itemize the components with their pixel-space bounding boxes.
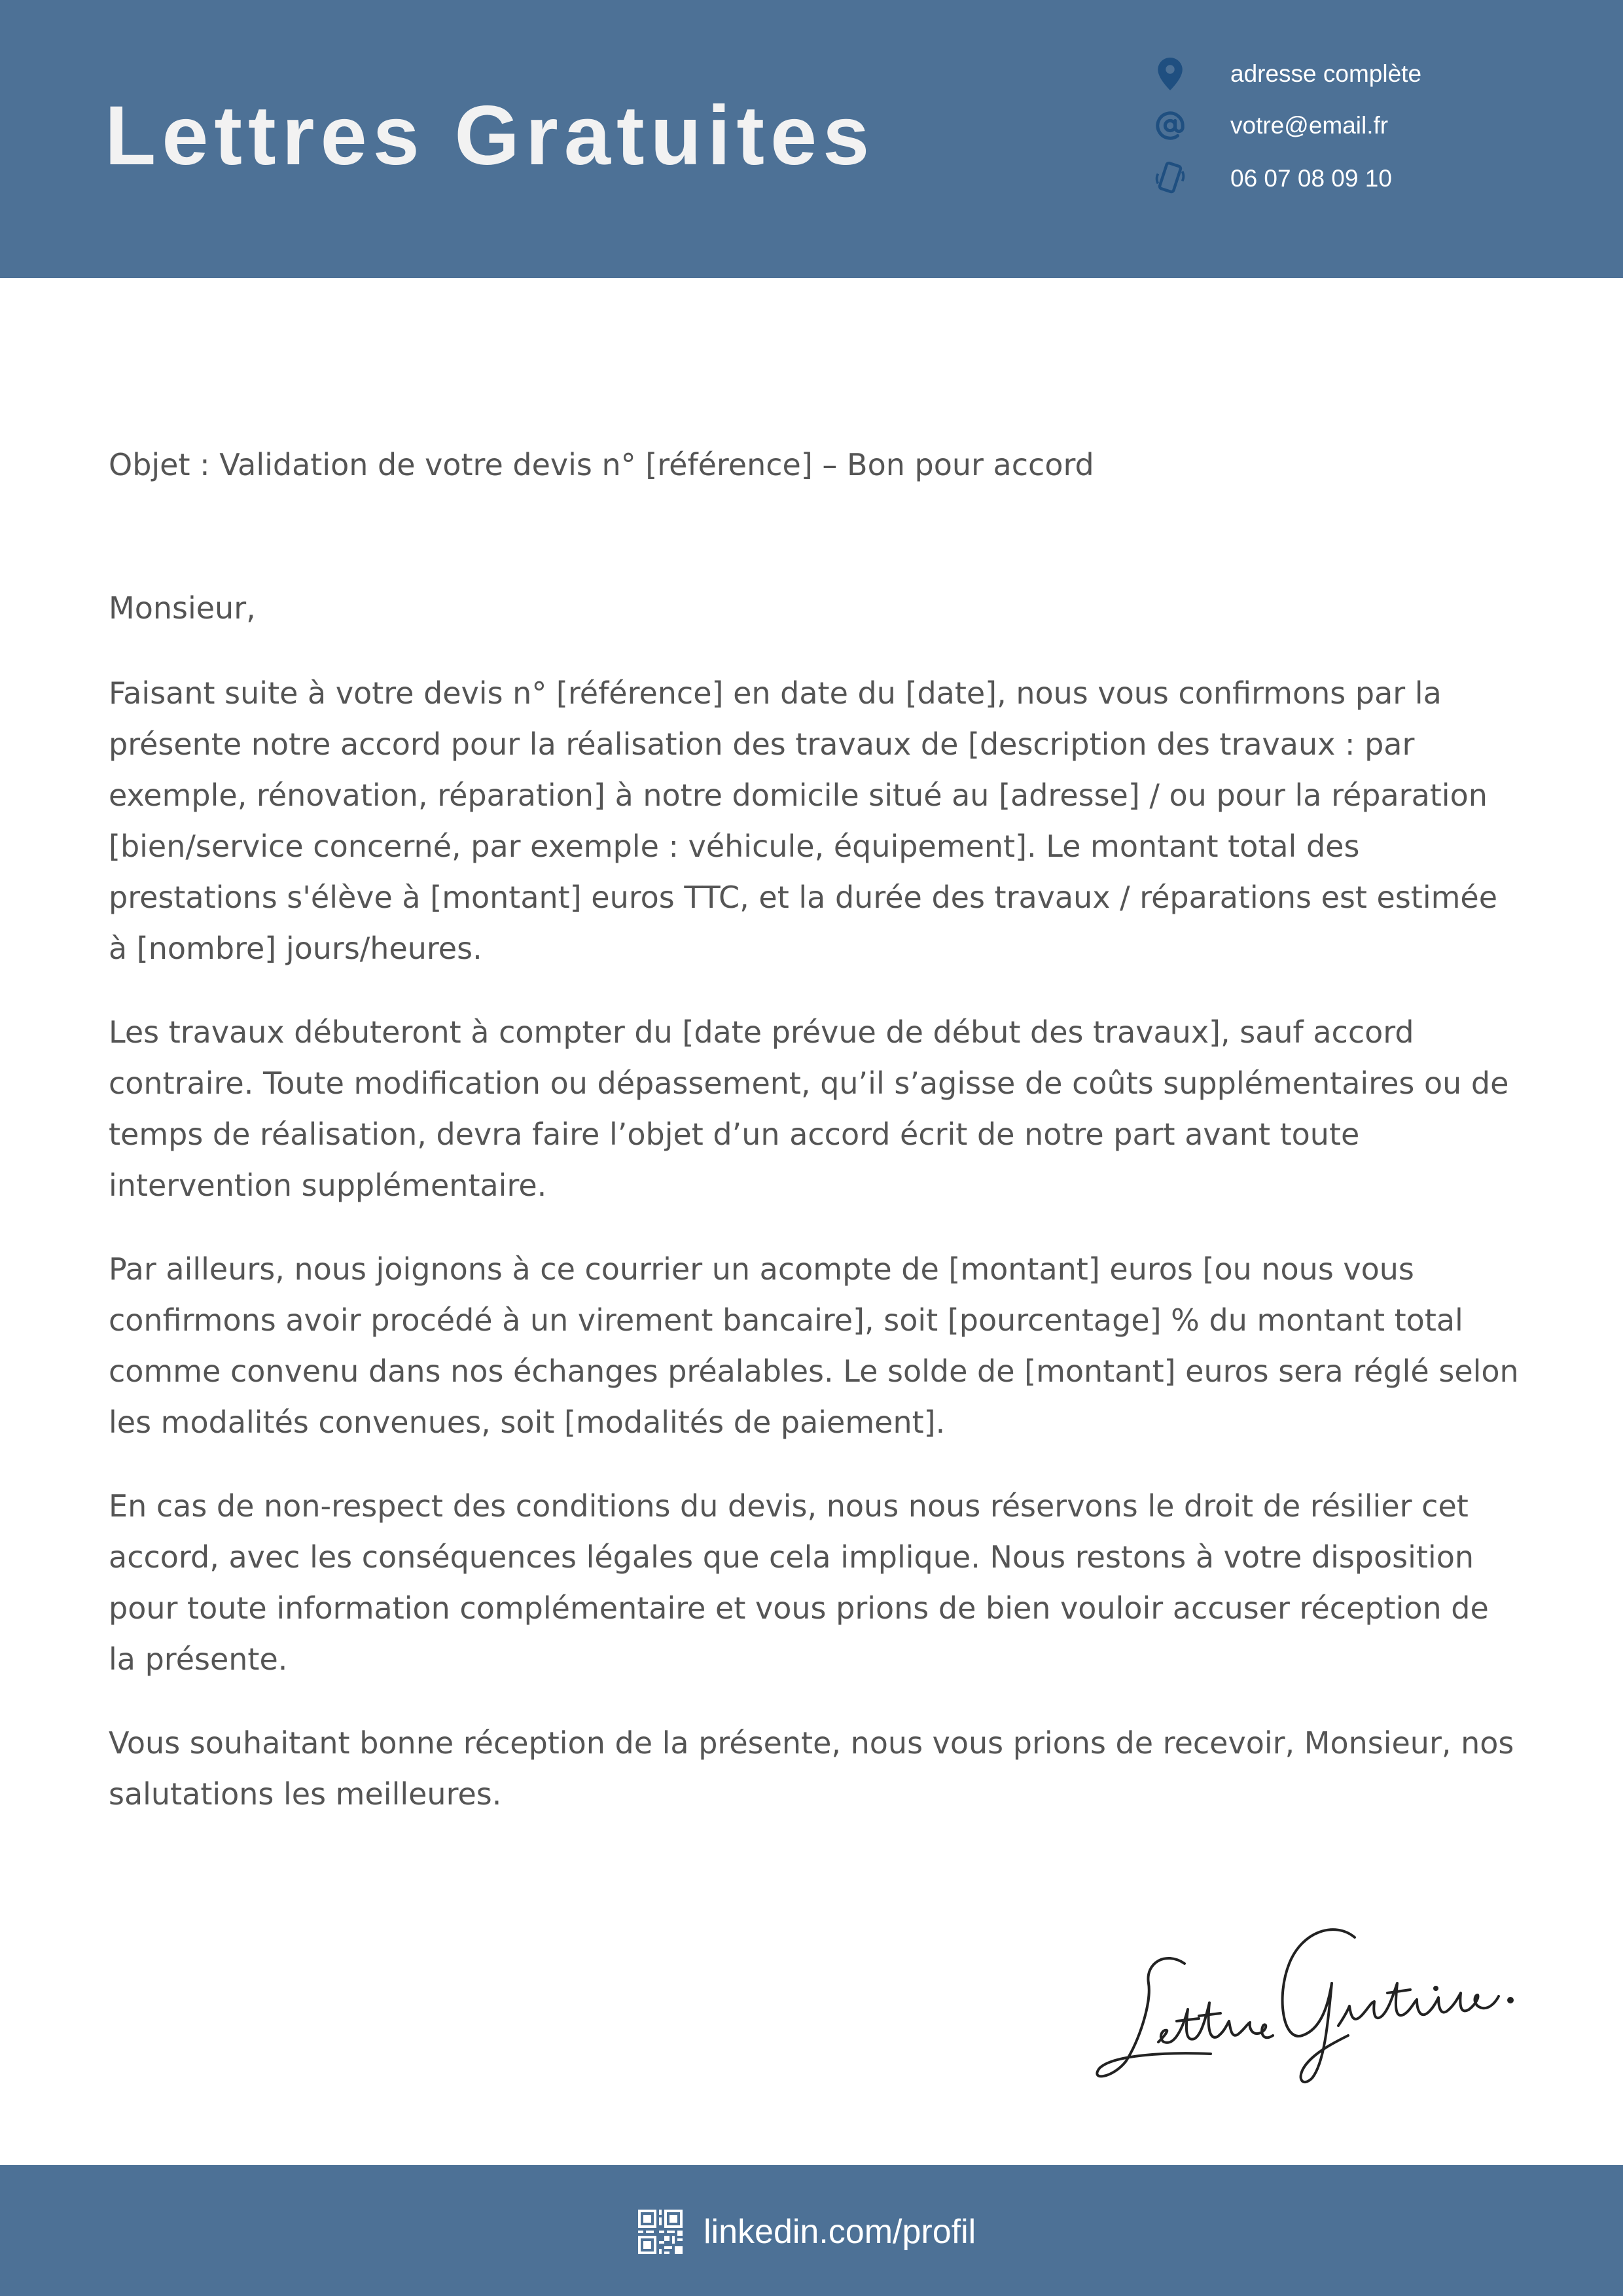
paragraph: Vous souhaitant bonne réception de la présente, nous vous prions de recevoir, Monsieur, nos salutations les meilleures. — [109, 1725, 1514, 1812]
at-sign-icon — [1152, 105, 1188, 147]
contact-phone — [1152, 158, 1558, 200]
paragraph: Par ailleurs, nous joignons à ce courrier un acompte de [montant] euros [ou nous vous confirmons avoir procédé à un virement bancaire], soit [pourcentage] % du montant total comme convenu dans nos échanges préalables. Le solde de [montant] euros sera réglé selon les modalités convenues, soit [modalités de paiement]. — [109, 1251, 1519, 1440]
handwritten-signature — [1086, 1911, 1518, 2094]
letter-salutation: Monsieur, — [109, 590, 256, 626]
contact-address-text: adresse complète — [1230, 60, 1422, 87]
phone-icon — [1152, 158, 1188, 200]
letter-body — [109, 668, 1522, 1852]
contact-email — [1152, 105, 1558, 147]
contact-phone-text: 06 07 08 09 10 — [1230, 165, 1392, 192]
linkedin-link[interactable]: linkedin.com/profil — [704, 2213, 976, 2251]
letter-subject: Objet : Validation de votre devis n° [référence] – Bon pour accord — [109, 447, 1094, 482]
qr-code-icon — [638, 2210, 683, 2254]
header-banner — [0, 0, 1623, 278]
paragraph: Faisant suite à votre devis n° [référence] en date du [date], nous vous confirmons par la présente notre accord pour la réalisation des travaux de [description des travaux : par exemple, rénovation, réparation] à notre domicile situé au [adresse] / ou pour la réparation [bien/service concerné, par exemple : véhicule, équipement]. Le montant total des prestations s'élève à [montant] euros TTC, et la durée des travaux / réparations est estimée à [nombre] jours/heures. — [109, 675, 1498, 966]
footer-banner — [0, 2165, 1623, 2296]
contact-address — [1152, 53, 1558, 95]
map-pin-icon — [1152, 53, 1188, 95]
brand-name: Lettres Gratuites — [105, 89, 876, 183]
paragraph: Les travaux débuteront à compter du [date prévue de début des travaux], sauf accord contraire. Toute modification ou dépassement, qu’il s’agisse de coûts supplémentaires ou de temps de réalisation, devra faire l’objet d’un accord écrit de notre part avant toute intervention supplémentaire. — [109, 1014, 1509, 1203]
contact-email-text: votre@email.fr — [1230, 112, 1389, 139]
paragraph: En cas de non-respect des conditions du devis, nous nous réservons le droit de résilier cet accord, avec les conséquences légales que cela implique. Nous restons à votre disposition pour toute information complémentaire et vous prions de bien vouloir accuser réception de la présente. — [109, 1488, 1489, 1677]
